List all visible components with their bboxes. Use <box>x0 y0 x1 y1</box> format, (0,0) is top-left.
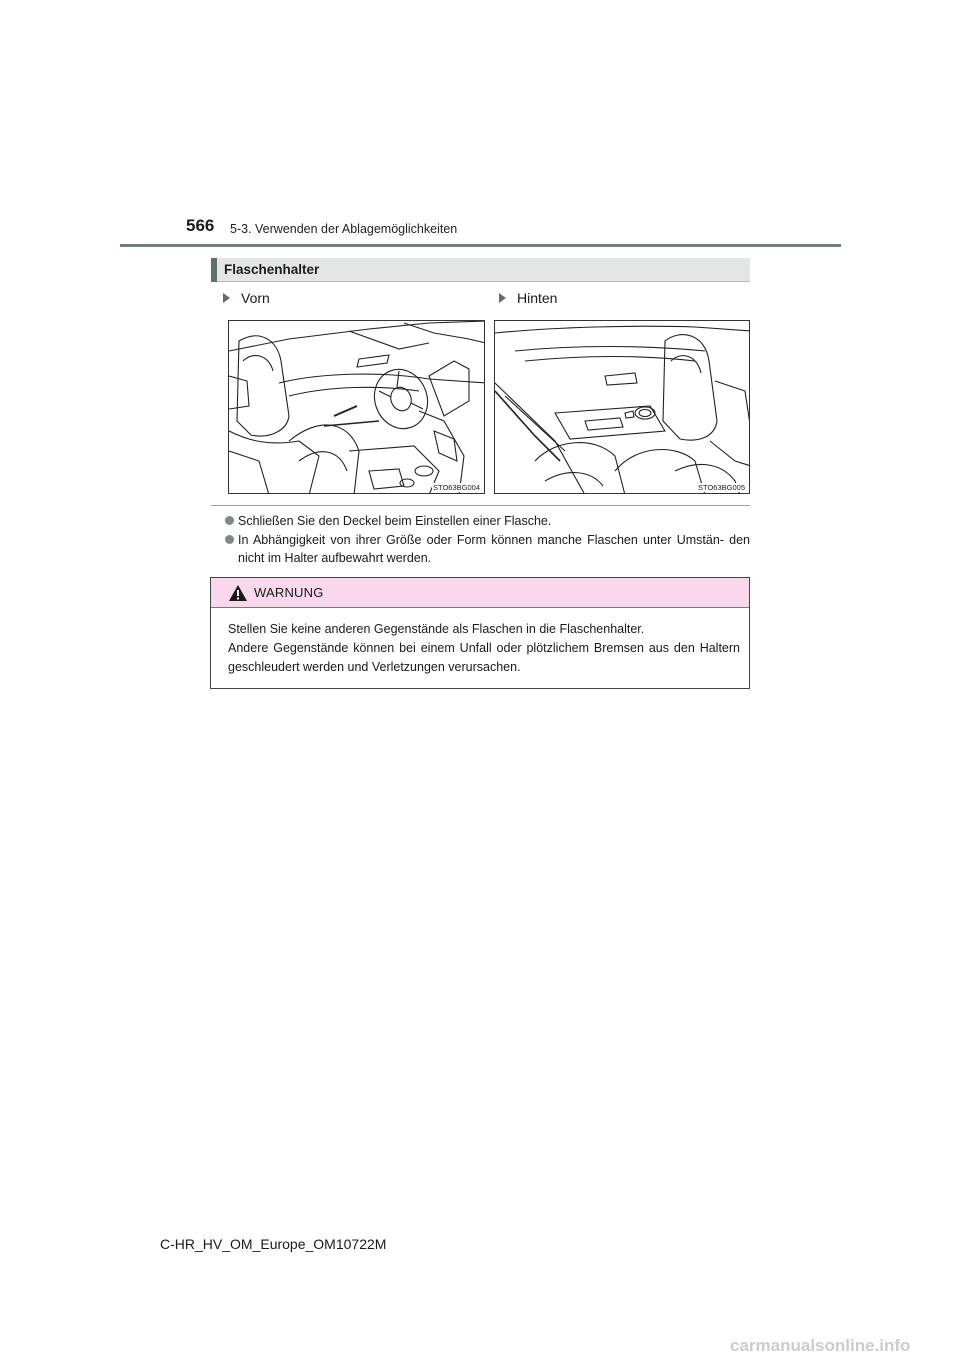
warning-label: WARNUNG <box>254 585 324 600</box>
triangle-marker-icon <box>223 293 230 303</box>
note-bullet <box>225 512 750 530</box>
front-interior-drawing <box>229 321 485 494</box>
figure-code-front: STO63BG004 <box>433 483 480 492</box>
illustration-front-bottle-holder <box>228 320 485 494</box>
subsection-heading <box>211 258 750 282</box>
section-divider <box>211 505 750 506</box>
subsection-title: Flaschenhalter <box>224 262 320 277</box>
section-header: 5-3. Verwenden der Ablagemöglichkeiten <box>230 222 458 236</box>
warning-body <box>228 620 740 677</box>
warning-box <box>210 577 750 689</box>
view-label-front <box>223 290 270 306</box>
note-bullet <box>225 531 750 567</box>
watermark[interactable]: carmanualsonline.info <box>730 1336 911 1355</box>
document-id: C-HR_HV_OM_Europe_OM10722M <box>160 1236 387 1252</box>
view-label-rear <box>499 290 557 306</box>
warning-line: Stellen Sie keine anderen Gegenstände als Flaschen in die Flaschenhalter. <box>228 622 645 636</box>
note-text: In Abhängigkeit von ihrer Größe oder Form können manche Flaschen unter Umstän- den nicht im Halter aufbewahrt werden. <box>238 533 750 565</box>
illustration-rear-bottle-holder <box>494 320 750 494</box>
page-number: 566 <box>186 216 215 235</box>
warning-header <box>211 578 749 608</box>
warning-triangle-icon <box>228 584 248 607</box>
bullet-dot-icon <box>225 535 234 544</box>
subsection-marker <box>211 258 217 282</box>
view-label-front-text: Vorn <box>241 290 270 306</box>
rear-interior-drawing <box>495 321 750 494</box>
view-label-rear-text: Hinten <box>517 290 558 306</box>
figure-code-rear: STO63BG005 <box>698 483 745 492</box>
bullet-dot-icon <box>225 516 234 525</box>
warning-line: Andere Gegenstände können bei einem Unfall oder plötzlichem Bremsen aus den Haltern geschleudert werden und Verletzungen verursachen. <box>228 641 740 674</box>
note-text: Schließen Sie den Deckel beim Einstellen einer Flasche. <box>238 514 552 528</box>
header-divider <box>120 244 841 247</box>
triangle-marker-icon <box>499 293 506 303</box>
